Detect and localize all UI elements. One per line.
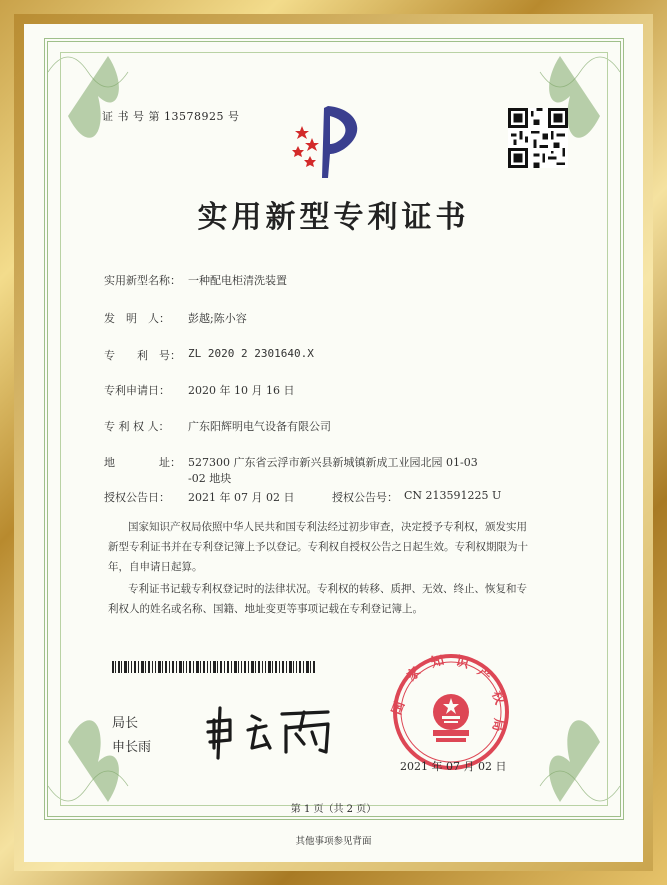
paragraph-2-line-1: 专利证书记载专利权登记时的法律状况。专利权的转移、质押、无效、终止、恢复和专 (128, 583, 527, 595)
field-label-inventor: 发 明 人： (104, 312, 170, 325)
grant-no-label: 授权公告号： (332, 491, 398, 504)
field-value-inventor: 彭越;陈小容 (188, 312, 247, 325)
field-value-patentee: 广东阳辉明电气设备有限公司 (188, 420, 331, 433)
field-label-patent-no: 专 利 号： (104, 349, 181, 362)
svg-text:局: 局 (488, 717, 506, 733)
page-indicator: 第 1 页（共 2 页） (290, 804, 377, 815)
svg-text:识: 识 (454, 653, 471, 672)
paragraph-2-line-2: 利权人的姓名或名称、国籍、地址变更等事项记载在专利登记簿上。 (108, 603, 423, 615)
field-value-apply-date: 2020 年 10 月 16 日 (188, 384, 295, 397)
svg-text:国: 国 (389, 699, 409, 718)
cnipa-logo-icon (284, 98, 374, 180)
field-value-patent-no: ZL 2020 2 2301640.X (188, 347, 314, 360)
certificate-number: 证 书 号 第 13578925 号 (102, 110, 240, 123)
paragraph-1-line-2: 新型专利证书并在专利登记簿上予以登记。专利权自授权公告之日起生效。专利权期限为十 (108, 541, 528, 553)
field-value-address-line2: -02 地块 (188, 472, 232, 485)
field-label-name: 实用新型名称： (104, 274, 181, 287)
svg-text:产: 产 (474, 664, 494, 685)
seal-date: 2021 年 07 月 02 日 (400, 760, 507, 773)
grant-date-label: 授权公告日： (104, 491, 170, 504)
field-value-name: 一种配电柜清洗装置 (188, 274, 287, 287)
field-label-address: 地 址： (104, 456, 181, 469)
svg-text:权: 权 (488, 689, 507, 707)
field-label-patentee: 专 利 权 人： (104, 420, 170, 433)
handwritten-signature (200, 700, 340, 760)
grant-no-value: CN 213591225 U (404, 489, 502, 502)
field-label-apply-date: 专利申请日： (104, 384, 170, 397)
back-notice: 其他事项参见背面 (295, 836, 372, 847)
paragraph-1-line-3: 年，自申请日起算。 (108, 561, 203, 573)
field-value-address: 527300 广东省云浮市新兴县新城镇新成工业园北园 01-03 (188, 456, 478, 469)
grant-date-value: 2021 年 07 月 02 日 (188, 491, 295, 504)
certificate-title: 实用新型专利证书 (197, 200, 470, 235)
red-seal-icon (386, 650, 516, 774)
paragraph-1-line-1: 国家知识产权局依照中华人民共和国专利法经过初步审查，决定授予专利权，颁发实用 (128, 521, 527, 533)
svg-text:知: 知 (429, 653, 446, 672)
svg-text:家: 家 (404, 664, 425, 685)
qr-code-icon (508, 108, 568, 168)
barcode-icon (112, 661, 316, 673)
signer-title: 局长 (112, 716, 139, 731)
signer-name: 申长雨 (112, 740, 152, 755)
